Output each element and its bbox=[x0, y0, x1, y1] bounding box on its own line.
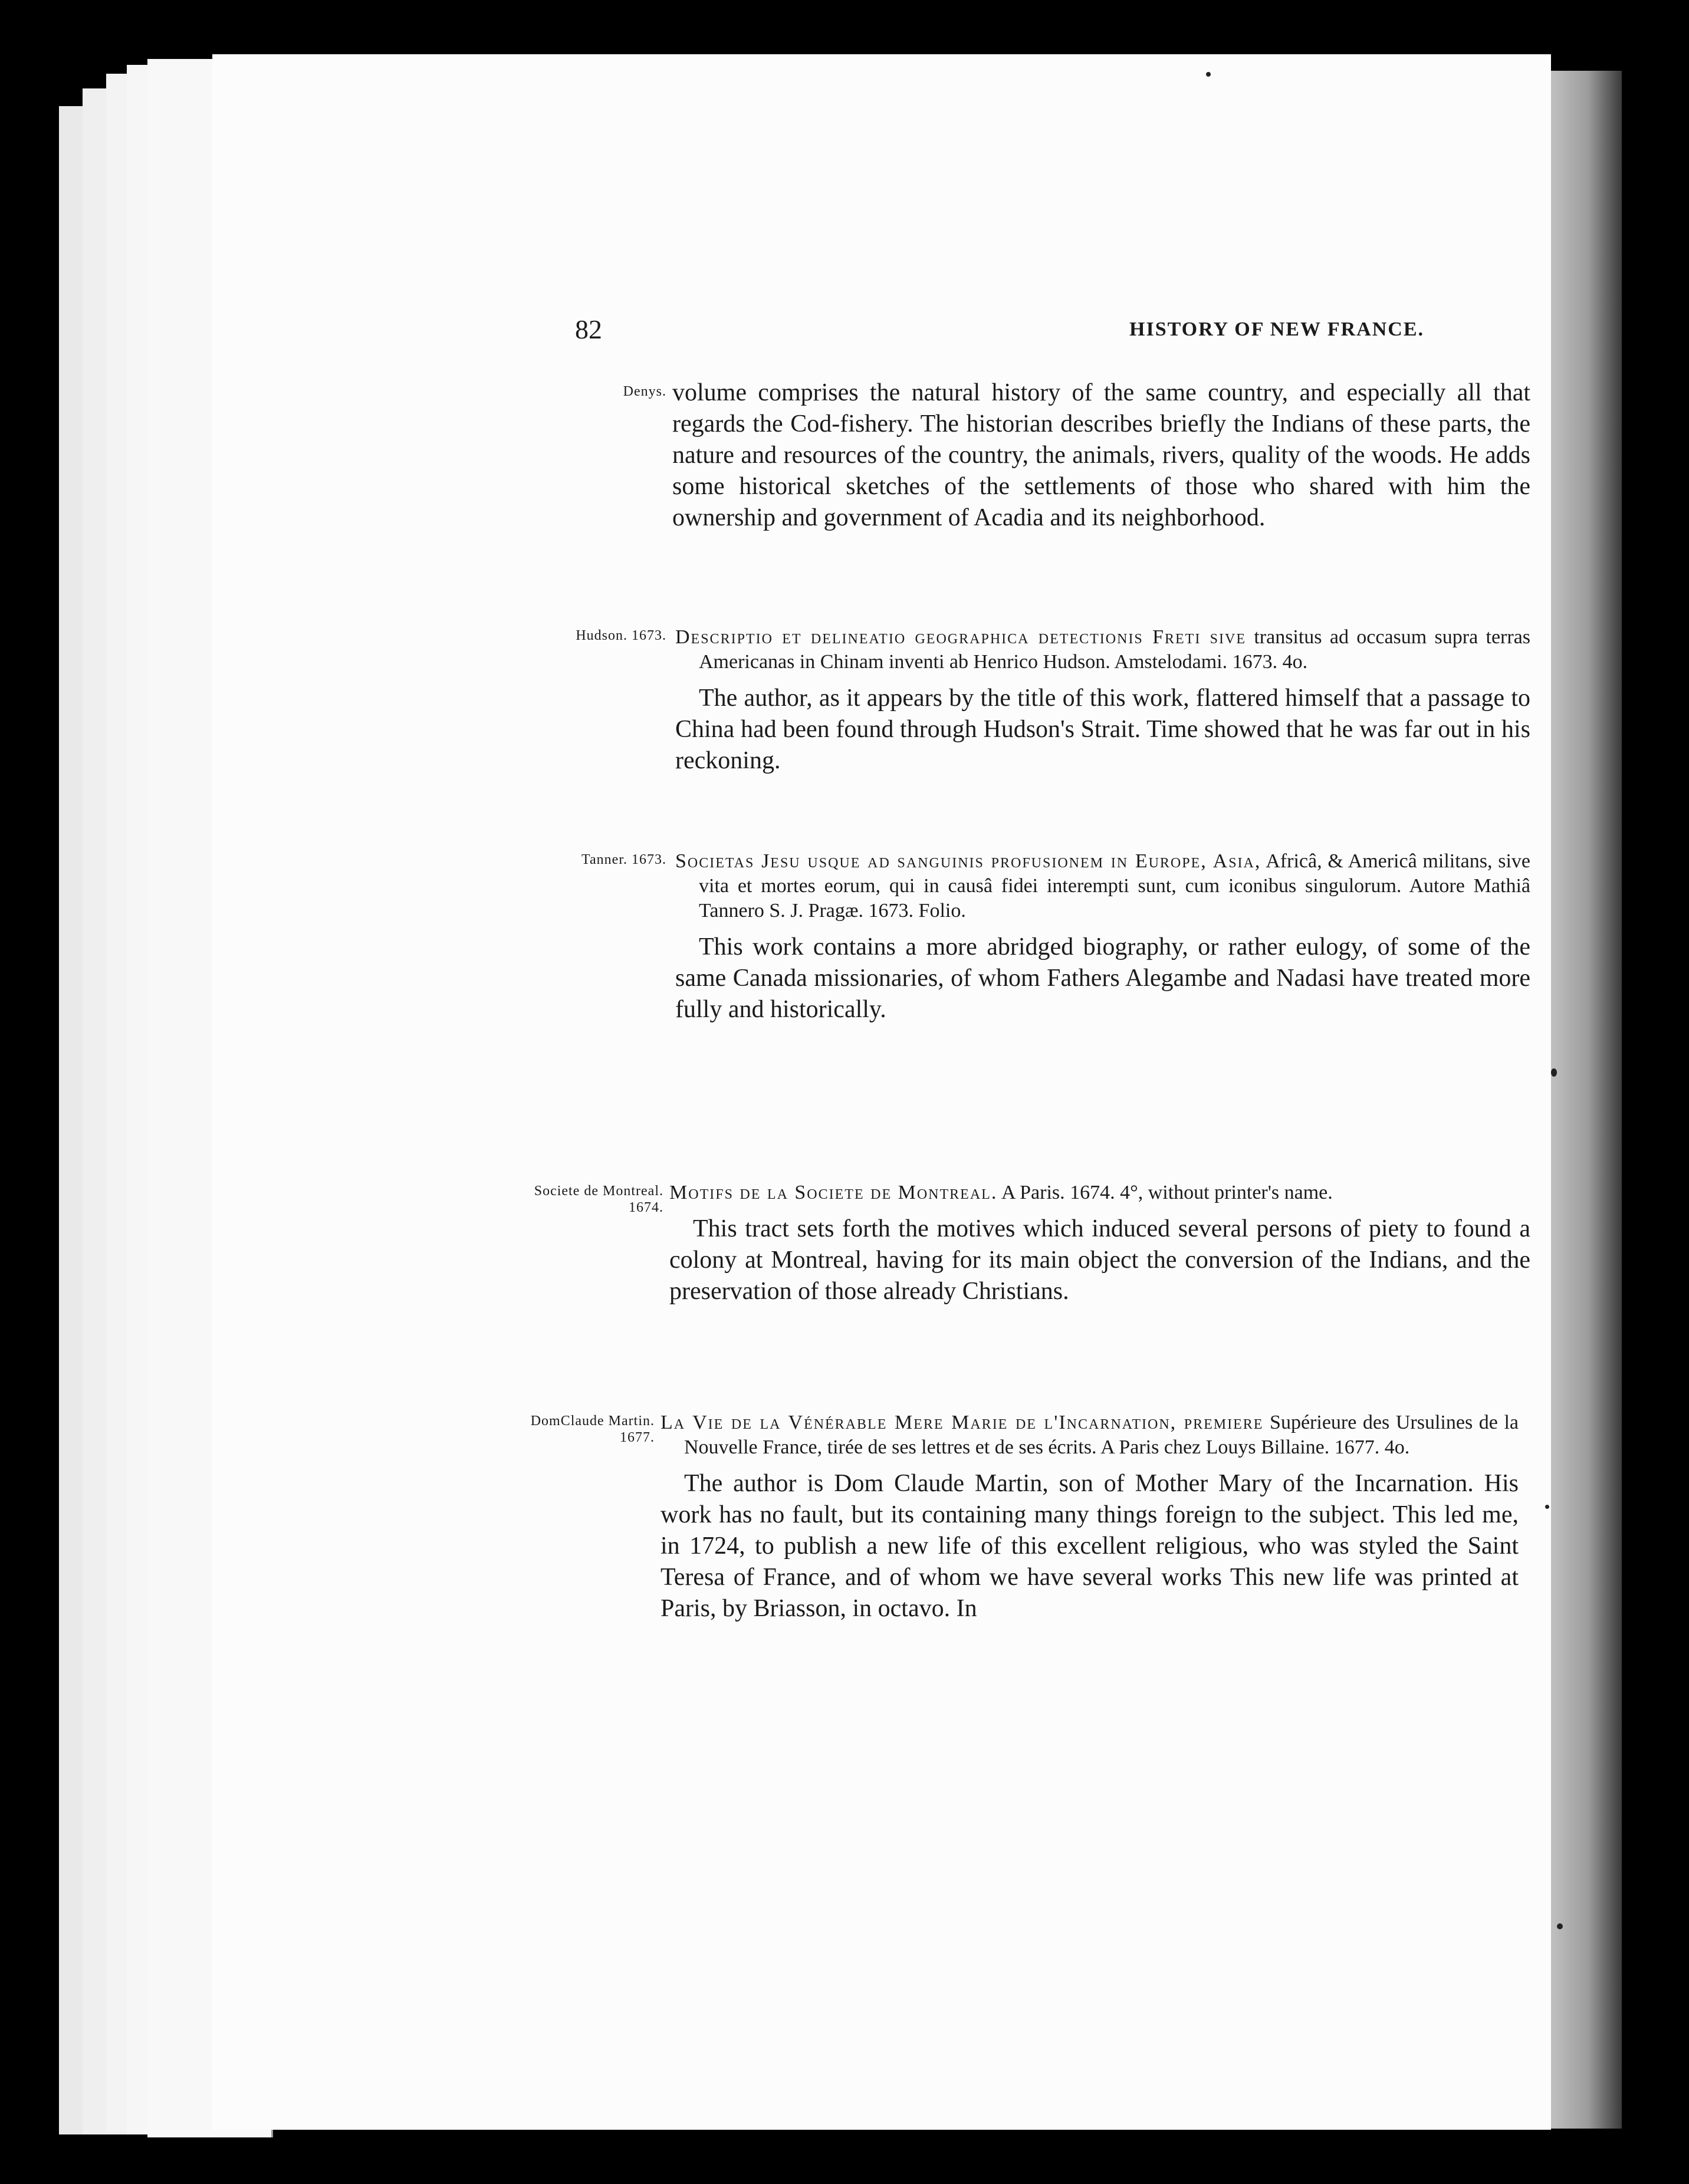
entry-text bbox=[675, 625, 1530, 777]
entry-description: This tract sets forth the motives which induced several persons of piety to found a colony at Montreal, having for its main object the conversion of the Indians, and the preservation of those already Christians. bbox=[669, 1215, 1530, 1305]
scan-speck bbox=[1557, 1923, 1563, 1929]
scan-speck bbox=[1545, 1505, 1549, 1509]
entry-citation bbox=[661, 1410, 1519, 1460]
bibliography-entry-montreal bbox=[534, 1180, 1569, 1416]
bibliography-entry-denys bbox=[543, 377, 1569, 601]
entry-citation bbox=[675, 625, 1530, 675]
entry-text bbox=[661, 1410, 1519, 1624]
citation-details: transitus ad occasum supra terras Americanas in Chinam inventi ab Henrico Hudson. Amstelodami. 1673. 4o. bbox=[699, 626, 1531, 673]
margin-note: Denys. bbox=[623, 384, 666, 399]
bibliography-entry-tanner bbox=[543, 849, 1569, 1156]
bibliography-entry-martin bbox=[530, 1410, 1569, 1741]
entry-description: volume comprises the natural history of the same country, and especially all that regards the Cod-fishery. The historian describes briefly the Indians of these parts, the nature and resources of the country, the animals, rivers, quality of the woods. He adds some historical sketches of the settlements of those who shared with him the ownership and government of Acadia and its neighborhood. bbox=[672, 379, 1530, 531]
scan-speck bbox=[1206, 72, 1211, 77]
entry-description: This work contains a more abridged biography, or rather eulogy, of some of the same Canada missionaries, of whom Fathers Alegambe and Nadasi have treated more fully and historically. bbox=[675, 933, 1530, 1023]
citation-title: Societas Jesu usque ad sanguinis profusionem in Europe, Asia, bbox=[675, 850, 1261, 872]
citation-title: La Vie de la Vénérable Mere Marie de l'Incarnation, premiere bbox=[661, 1412, 1264, 1433]
scan-speck bbox=[1551, 1068, 1557, 1077]
entry-text bbox=[672, 377, 1530, 534]
entry-text bbox=[669, 1180, 1530, 1307]
entry-description: The author is Dom Claude Martin, son of Mother Mary of the Incarnation. His work has no fault, but its containing many things foreign to the subject. This led me, in 1724, to publish a new life of this excellent religious, who was styled the Saint Teresa of France, and of whom we have several works This new life was printed at Paris, by Briasson, in octavo. In bbox=[661, 1470, 1519, 1622]
bibliography-entry-hudson bbox=[543, 625, 1569, 884]
margin-note: DomClaude Martin. 1677. bbox=[530, 1413, 655, 1445]
book-page bbox=[212, 54, 1551, 2130]
citation-details: A Paris. 1674. 4°, without printer's name. bbox=[1001, 1182, 1333, 1203]
margin-note: Societe de Montreal. 1674. bbox=[534, 1183, 663, 1215]
page-header bbox=[575, 314, 1424, 361]
entry-text bbox=[675, 849, 1530, 1025]
citation-details: Africâ, & Americâ militans, sive vita et mortes eorum, qui in causâ fidei interempti sunt, cum iconibus singulorum. Autore Mathiâ Tannero S. J. Pragæ. 1673. Folio. bbox=[699, 850, 1530, 922]
citation-title: Descriptio et delineatio geographica detectionis Freti sive bbox=[675, 626, 1246, 648]
citation-title: Motifs de la Societe de Montreal. bbox=[669, 1182, 998, 1203]
citation-details: Supérieure des Ursulines de la Nouvelle France, tirée de ses lettres et de ses écrits. A Paris chez Louys Billaine. 1677. 4o. bbox=[684, 1412, 1519, 1458]
entry-description: The author, as it appears by the title of this work, flattered himself that a passage to China had been found through Hudson's Strait. Time showed that he was far out in his reckoning. bbox=[675, 685, 1530, 774]
margin-note: Hudson. 1673. bbox=[576, 628, 666, 643]
page-number: 82 bbox=[575, 314, 602, 344]
margin-note: Tanner. 1673. bbox=[581, 852, 666, 867]
entry-citation bbox=[675, 849, 1530, 923]
running-head: HISTORY OF NEW FRANCE. bbox=[1129, 318, 1424, 340]
entry-citation bbox=[669, 1180, 1530, 1205]
